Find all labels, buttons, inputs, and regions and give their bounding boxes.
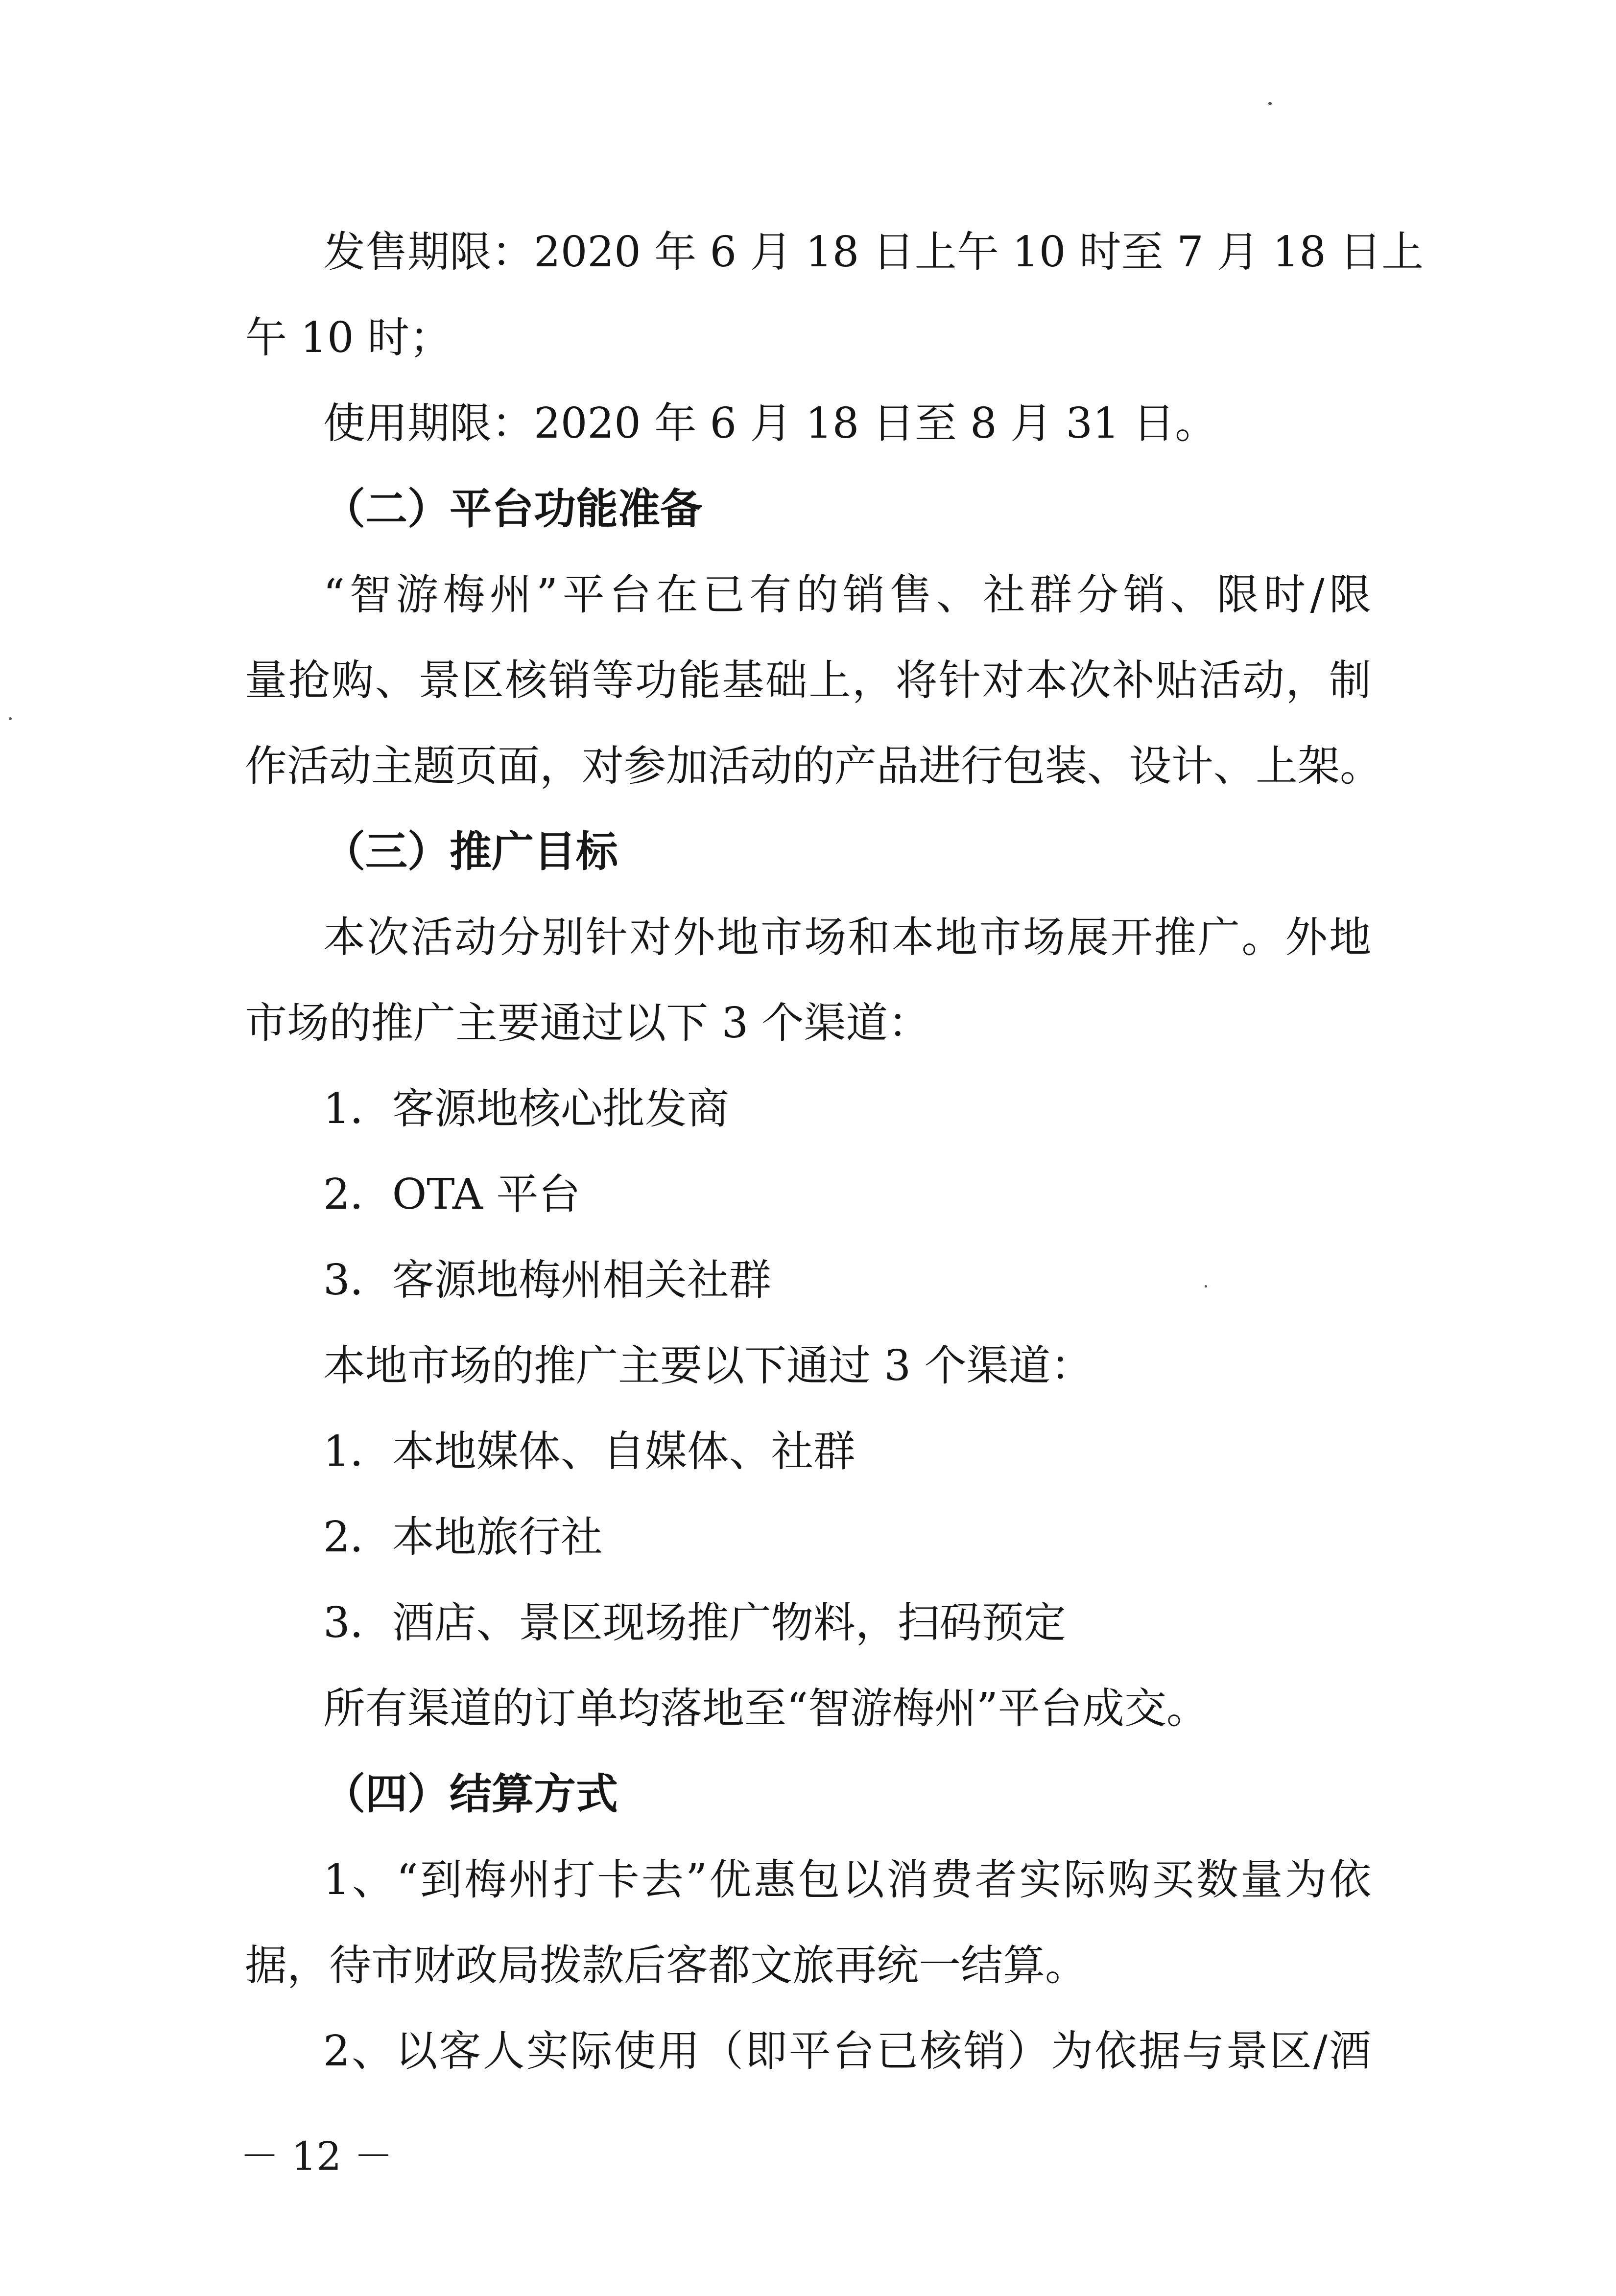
platform-paragraph-line-3: 作活动主题页面，对参加活动的产品进行包装、设计、上架。 bbox=[245, 742, 1382, 791]
sale-period-line-2: 午 10 时； bbox=[245, 313, 452, 362]
page-number: － 12 － bbox=[240, 2133, 393, 2179]
local-market-intro: 本地市场的推广主要以下通过 3 个渠道： bbox=[323, 1341, 1093, 1390]
scan-speck bbox=[9, 717, 12, 720]
sale-period-line-1: 发售期限：2020 年 6 月 18 日上午 10 时至 7 月 18 日上 bbox=[323, 228, 1424, 277]
scan-speck bbox=[1205, 1285, 1207, 1288]
scan-speck bbox=[1268, 102, 1272, 105]
section-heading-platform: （二）平台功能准备 bbox=[323, 485, 702, 534]
list-item-local-1: 1．本地媒体、自媒体、社群 bbox=[323, 1427, 856, 1476]
list-item-external-3: 3．客源地梅州相关社群 bbox=[323, 1256, 771, 1305]
list-item-external-2: 2．OTA 平台 bbox=[323, 1170, 581, 1219]
section-heading-settlement: （四）结算方式 bbox=[323, 1770, 618, 1819]
list-item-local-2: 2．本地旅行社 bbox=[323, 1513, 603, 1562]
list-item-local-3: 3．酒店、景区现场推广物料，扫码预定 bbox=[323, 1598, 1066, 1647]
use-period-line: 使用期限：2020 年 6 月 18 日至 8 月 31 日。 bbox=[323, 399, 1217, 448]
settlement-item-2-line-1: 2、以客人实际使用（即平台已核销）为依据与景区/酒 bbox=[323, 2027, 1371, 2076]
orders-summary-line: 所有渠道的订单均落地至“智游梅州”平台成交。 bbox=[323, 1684, 1209, 1733]
platform-paragraph-line-2: 量抢购、景区核销等功能基础上，将针对本次补贴活动，制 bbox=[245, 656, 1371, 705]
list-item-external-1: 1．客源地核心批发商 bbox=[323, 1084, 729, 1133]
promotion-paragraph-line-1: 本次活动分别针对外地市场和本地市场展开推广。外地 bbox=[323, 913, 1371, 962]
section-heading-promotion: （三）推广目标 bbox=[323, 827, 618, 876]
promotion-paragraph-line-2: 市场的推广主要通过以下 3 个渠道： bbox=[245, 999, 930, 1048]
platform-paragraph-line-1: “智游梅州”平台在已有的销售、社群分销、限时/限 bbox=[323, 570, 1371, 619]
settlement-item-1-line-2: 据，待市财政局拨款后客都文旅再统一结算。 bbox=[245, 1941, 1087, 1990]
settlement-item-1-line-1: 1、“到梅州打卡去”优惠包以消费者实际购买数量为依 bbox=[323, 1855, 1371, 1904]
